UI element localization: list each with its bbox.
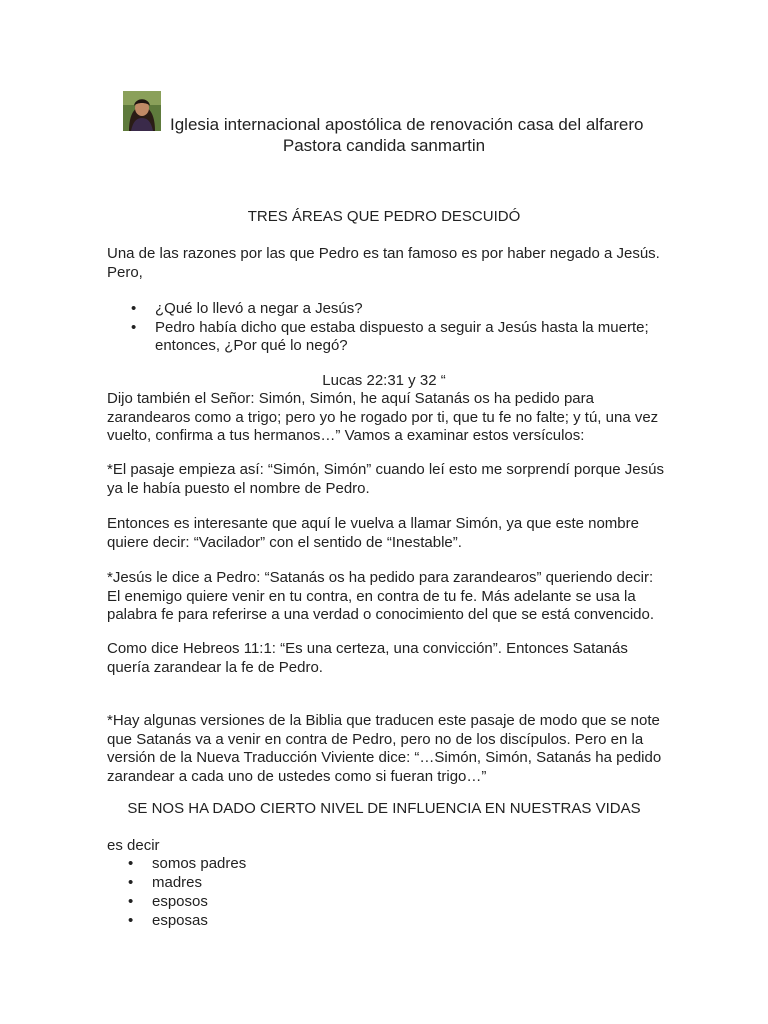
paragraph-2: [107, 515, 667, 552]
bullet-icon: •: [128, 874, 134, 891]
list-item: [131, 300, 671, 319]
bullet-icon: •: [131, 318, 137, 336]
paragraph-text: *Hay algunas versiones de la Biblia que traducen este pasaje de modo que se note que Satanás va a venir en contra de Pedro, pero no de los discípulos. Pero en la versión de la Nueva Traducción Viviente dice: “…Simón, Simón, Satanás ha pedido zarandear a cada uno de ustedes como si fueran trigo…”: [107, 712, 662, 785]
bullet-icon: •: [128, 855, 134, 872]
role-text: esposas: [152, 912, 208, 929]
paragraph-text: *Jesús le dice a Pedro: “Satanás os ha pedido para zarandearos” queriendo decir: El enemigo quiere venir en tu contra, en contra de tu fe. Más adelante se usa la palabra fe para referirse a una verdad o conocimiento del que se está convencido.: [107, 569, 655, 623]
question-text: Pedro había dicho que estaba dispuesto a seguir a Jesús hasta la muerte; entonces, ¿Por qué lo negó?: [155, 318, 649, 354]
role-text: esposos: [152, 893, 208, 910]
sermon-title: TRES ÁREAS QUE PEDRO DESCUIDÓ: [247, 208, 521, 225]
intro-paragraph: [107, 245, 667, 282]
role-text: madres: [152, 874, 203, 891]
role-text: somos padres: [152, 855, 247, 872]
list-item: [131, 319, 671, 356]
avatar-image: [123, 91, 161, 131]
section-heading: SE NOS HA DADO CIERTO NIVEL DE INFLUENCIA EN NUESTRAS VIDAS: [127, 800, 641, 817]
paragraph-1: [107, 461, 667, 498]
bullet-icon: •: [128, 893, 134, 910]
paragraph-5: [107, 712, 667, 786]
paragraph-text: *El pasaje empieza así: “Simón, Simón” cuando leí esto me sorprendí porque Jesús ya le había puesto el nombre de Pedro.: [107, 461, 664, 497]
es-decir-label: [107, 837, 667, 856]
scripture-quote: [107, 390, 667, 446]
bullet-icon: •: [131, 300, 137, 317]
es-decir-text: es decir: [107, 837, 160, 854]
paragraph-text: Entonces es interesante que aquí le vuelva a llamar Simón, ya que este nombre quiere decir: “Vacilador” con el sentido de “Inestable”.: [107, 515, 639, 551]
quote-text: Dijo también el Señor: Simón, Simón, he aquí Satanás os ha pedido para zarandearos como a trigo; pero yo he rogado por ti, que tu fe no falte; y tú, una vez vuelto, confirma a tus hermanos…” Vamos a examinar estos versículos:: [107, 390, 659, 444]
roles-list: [128, 855, 246, 931]
pastor-photo: [123, 91, 161, 131]
list-item: [128, 855, 246, 874]
questions-list: [131, 300, 671, 356]
paragraph-4: [107, 640, 667, 677]
intro-text: Una de las razones por las que Pedro es tan famoso es por haber negado a Jesús. Pero,: [107, 245, 660, 281]
list-item: [128, 893, 246, 912]
church-name: Iglesia internacional apostólica de renovación casa del alfarero: [170, 115, 644, 134]
pastor-name: Pastora candida sanmartin: [282, 136, 486, 155]
paragraph-3: [107, 569, 667, 625]
question-text: ¿Qué lo llevó a negar a Jesús?: [155, 300, 363, 317]
list-item: [128, 912, 246, 931]
list-item: [128, 874, 246, 893]
paragraph-text: Como dice Hebreos 11:1: “Es una certeza, una convicción”. Entonces Satanás quería zarandear la fe de Pedro.: [107, 640, 628, 676]
scripture-reference: Lucas 22:31 y 32 “: [322, 372, 446, 389]
bullet-icon: •: [128, 912, 134, 929]
